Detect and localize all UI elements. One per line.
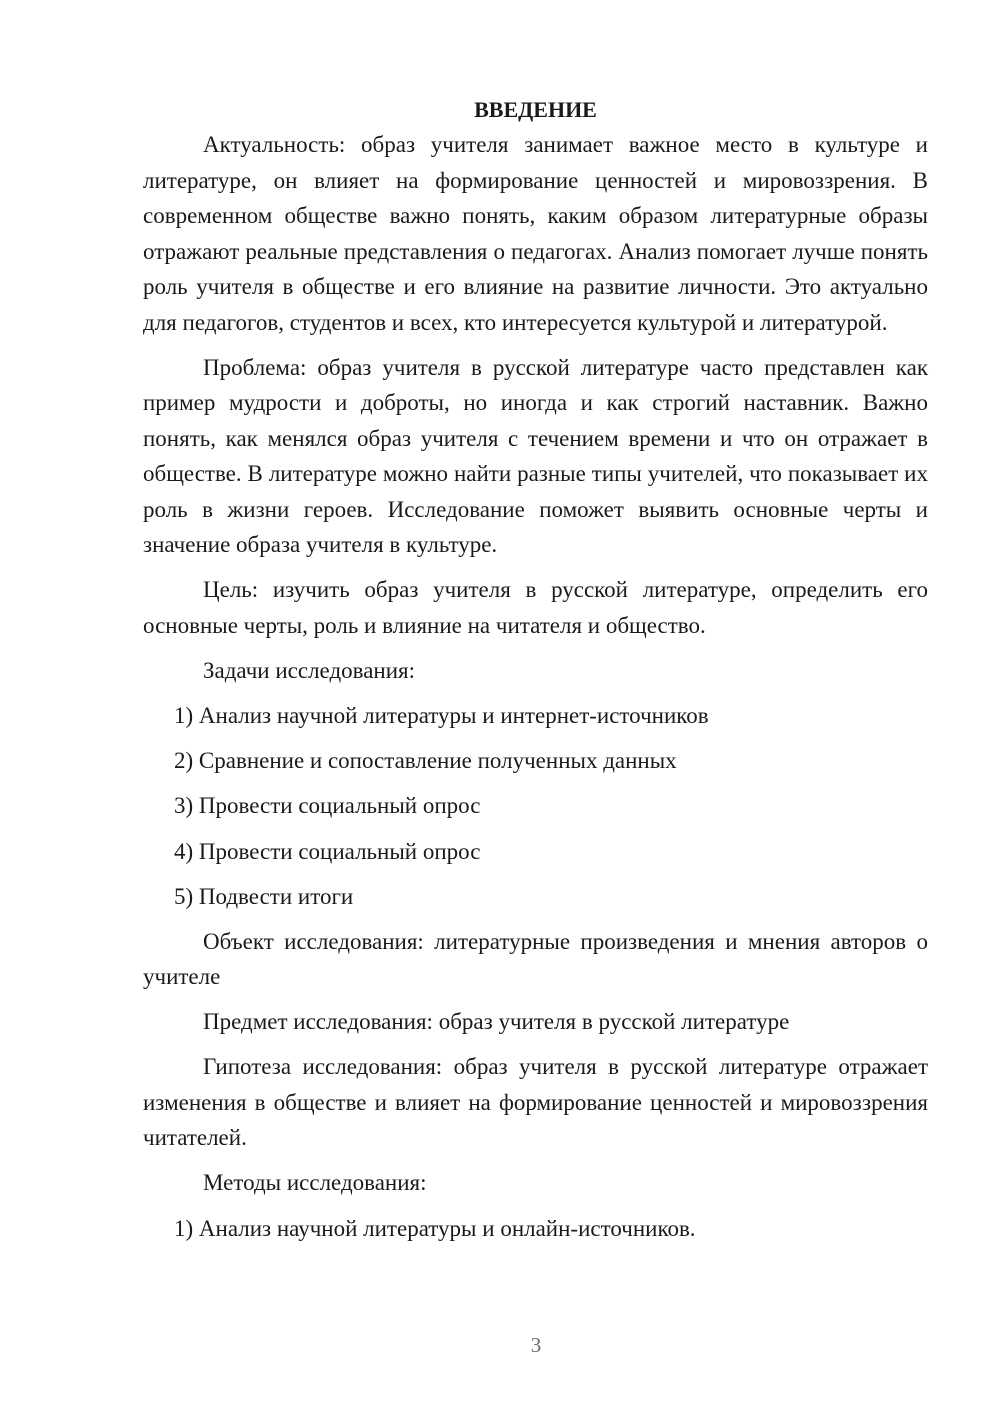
relevance-paragraph: Актуальность: образ учителя занимает важное место в культуре и литературе, он влияет на формирование ценностей и мировоззрения. В современном обществе важно понять, каким образом литературные образы отражают реальные представления о педагогах. Анализ помогает лучше понять роль учителя в обществе и его влияние на развитие личности. Это актуально для педагогов, студентов и всех, кто интересуется культурой и литературой. [143,132,928,335]
task-item: 3) Провести социальный опрос [174,793,481,819]
method-item: 1) Анализ научной литературы и онлайн-источников. [174,1215,696,1241]
task-item: 5) Подвести итоги [174,883,354,909]
methods-label: Методы исследования: [203,1170,427,1196]
object-paragraph: Объект исследования: литературные произведения и мнения авторов о учителе [143,928,928,990]
page-content [143,94,928,1256]
problem-paragraph: Проблема: образ учителя в русской литературе часто представлен как пример мудрости и доброты, но иногда и как строгий наставник. Важно понять, как менялся образ учителя с течением времени и что он отражает в обществе. В литературе можно найти разные типы учителей, что показывает их роль в жизни героев. Исследование поможет выявить основные черты и значение образа учителя в культуре. [143,354,928,557]
tasks-list [143,698,928,914]
hypothesis-paragraph: Гипотеза исследования: образ учителя в русской литературе отражает изменения в обществе и влияет на формирование ценностей и мировоззрения читателей. [143,1054,928,1151]
page-number: 3 [530,1333,542,1357]
goal-paragraph: Цель: изучить образ учителя в русской литературе, определить его основные черты, роль и влияние на читателя и общество. [143,577,928,638]
methods-list [143,1211,928,1247]
task-item: 2) Сравнение и сопоставление полученных данных [174,748,677,774]
task-item: 4) Провести социальный опрос [174,838,481,864]
task-item: 1) Анализ научной литературы и интернет-источников [174,703,709,728]
subject-paragraph: Предмет исследования: образ учителя в русской литературе [203,1009,790,1035]
section-title: ВВЕДЕНИЕ [474,97,597,122]
tasks-label: Задачи исследования: [203,657,416,683]
